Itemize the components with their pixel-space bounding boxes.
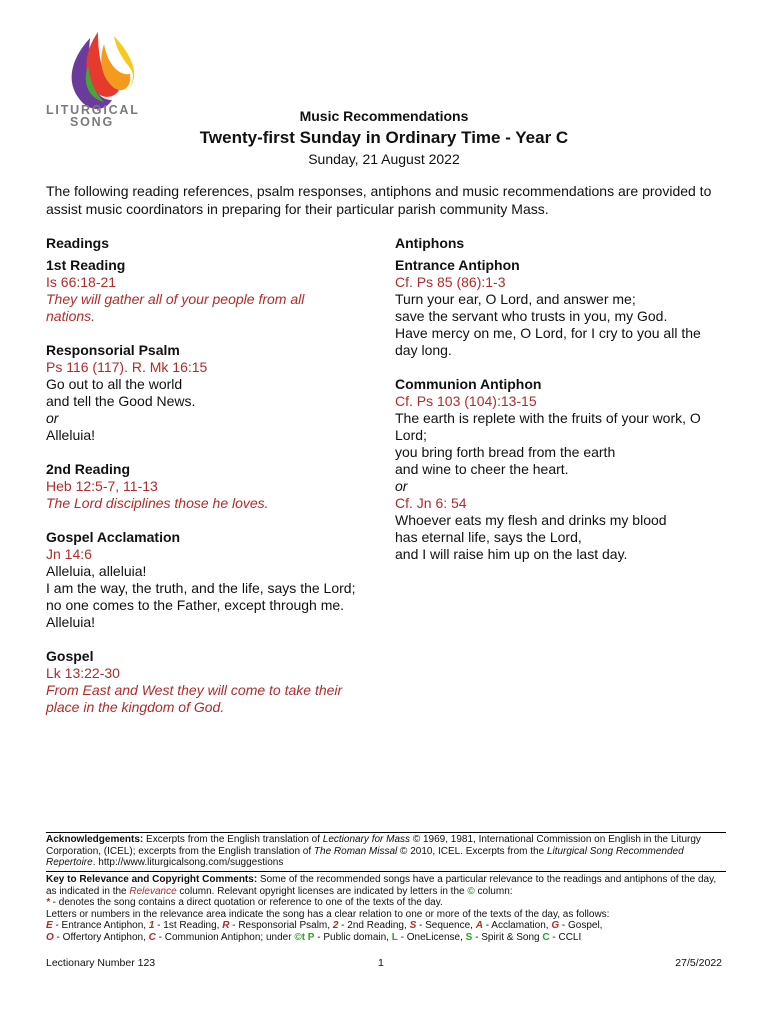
code-letter: G <box>551 920 560 931</box>
license-desc: - OneLicense, <box>397 931 466 943</box>
communion-antiphon <box>395 376 725 563</box>
code-letter: O <box>46 931 54 943</box>
code-desc: - 2nd Reading, <box>338 920 410 931</box>
psalm-title: Responsorial Psalm <box>46 342 180 358</box>
acclamation-line: no one comes to the Father, except through me. <box>46 597 345 613</box>
communion-ref2: Cf. Jn 6: 54 <box>395 495 467 511</box>
ack-label: Acknowledgements: <box>46 834 144 845</box>
code-letter: C <box>148 931 156 943</box>
ack-italic: Liturgical Song Recommended Repertoire <box>46 845 684 868</box>
psalm-line: Go out to all the world <box>46 376 183 392</box>
second-reading <box>46 461 356 512</box>
readings-heading: Readings <box>46 235 110 251</box>
communion-line: and wine to cheer the heart. <box>395 461 569 477</box>
ack-text: . http://www.liturgicalsong.com/suggestions <box>92 857 284 868</box>
license-letter: S <box>465 931 473 943</box>
page-title: Twenty-first Sunday in Ordinary Time - Year C <box>199 128 569 147</box>
entrance-title: Entrance Antiphon <box>395 257 520 273</box>
code-letter: A <box>475 920 483 931</box>
code-desc: - Offertory Antiphon, <box>53 931 149 943</box>
entrance-ref: Cf. Ps 85 (86):1-3 <box>395 274 506 290</box>
gospel-acclamation <box>46 529 356 631</box>
communion-line: and I will raise him up on the last day. <box>395 546 628 562</box>
psalm-line: and tell the Good News. <box>46 393 196 409</box>
intro-paragraph: The following reading references, psalm responses, antiphons and music recommendations are provided to assist music coordinators in preparing for their particular parish community Mass. <box>46 183 712 217</box>
communion-or: or <box>395 478 408 494</box>
key-codes-line2 <box>46 932 726 944</box>
antiphons-column <box>395 235 725 580</box>
ack-italic: Lectionary for Mass <box>322 834 411 845</box>
relevance-key <box>46 874 726 943</box>
entrance-line: Have mercy on me, O Lord, for I cry to you all the day long. <box>395 325 701 358</box>
code-desc: - Communion Antiphon; under <box>155 931 295 943</box>
page-number: 1 <box>378 957 384 969</box>
communion-line: has eternal life, says the Lord, <box>395 529 582 545</box>
first-reading-title: 1st Reading <box>46 257 126 273</box>
key-copyright-symbol: © <box>467 885 475 897</box>
communion-line: The earth is replete with the fruits of your work, O Lord; <box>395 410 701 443</box>
psalm-ref: Ps 116 (117). R. Mk 16:15 <box>46 359 208 375</box>
first-reading <box>46 257 356 325</box>
responsorial-psalm <box>46 342 356 444</box>
second-reading-text: The Lord disciplines those he loves. <box>46 495 269 511</box>
acclamation-ref: Jn 14:6 <box>46 546 92 562</box>
code-desc: - Sequence, <box>416 920 476 931</box>
code-letter: 2 <box>332 920 339 931</box>
psalm-or: or <box>46 410 59 426</box>
code-letter: 1 <box>148 920 155 931</box>
acknowledgements <box>46 832 726 872</box>
key-codes-line1 <box>46 920 726 932</box>
acclamation-line: Alleluia, alleluia! <box>46 563 147 579</box>
second-reading-ref: Heb 12:5-7, 11-13 <box>46 478 158 494</box>
gospel-ref: Lk 13:22-30 <box>46 665 120 681</box>
gospel-text: From East and West they will come to take their place in the kingdom of God. <box>46 682 343 715</box>
key-text: Some of the recommended songs have a particular relevance to the readings and antiphons of the day, as indicated in the <box>46 874 717 897</box>
acclamation-line: I am the way, the truth, and the life, says the Lord; <box>46 580 356 596</box>
license-desc: - Spirit & Song <box>472 931 543 943</box>
page-date: Sunday, 21 August 2022 <box>308 151 460 167</box>
lectionary-number: Lectionary Number 123 <box>46 957 156 969</box>
antiphons-heading: Antiphons <box>395 235 465 251</box>
ack-italic: The Roman Missal <box>313 845 398 857</box>
communion-line: you bring forth bread from the earth <box>395 444 616 460</box>
key-label: Key to Relevance and Copyright Comments: <box>46 874 258 885</box>
license-copyright-symbol: © <box>294 931 302 943</box>
code-letter: R <box>222 920 230 931</box>
footer-date: 27/5/2022 <box>675 957 722 969</box>
code-desc: - Responsorial Psalm, <box>229 920 333 931</box>
section-title: Music Recommendations <box>299 108 469 124</box>
first-reading-text: They will gather all of your people from all nations. <box>46 291 305 324</box>
key-star: * <box>46 897 50 908</box>
ack-text: Excerpts from the English translation of <box>143 834 323 845</box>
first-reading-ref: Is 66:18-21 <box>46 274 117 290</box>
license-desc: - Public domain, <box>314 931 392 943</box>
entrance-antiphon <box>395 257 725 359</box>
license-letter: L <box>391 931 398 943</box>
logo-line1: LITURGICAL <box>46 103 140 117</box>
psalm-line: Alleluia! <box>46 427 96 443</box>
communion-line: Whoever eats my flesh and drinks my blood <box>395 512 667 528</box>
entrance-line: save the servant who trusts in you, my God. <box>395 308 668 324</box>
gospel-title: Gospel <box>46 648 94 664</box>
gospel <box>46 648 356 716</box>
entrance-line: Turn your ear, O Lord, and answer me; <box>395 291 636 307</box>
license-letter: C <box>542 931 550 943</box>
communion-title: Communion Antiphon <box>395 376 542 392</box>
ack-text: © 2010, ICEL. Excerpts from the <box>397 845 547 857</box>
second-reading-title: 2nd Reading <box>46 461 131 477</box>
license-letter: t P <box>301 931 315 943</box>
key-intro <box>46 874 726 897</box>
ack-text: © 1969, 1981, International Commission on English in the Liturgy Corporation, (ICEL); excerpts from the English translation of <box>46 834 701 857</box>
acclamation-title: Gospel Acclamation <box>46 529 181 545</box>
code-desc: - 1st Reading, <box>154 920 223 931</box>
communion-ref: Cf. Ps 103 (104):13-15 <box>395 393 537 409</box>
code-letter: E <box>46 920 53 931</box>
key-text: column: <box>474 885 513 897</box>
readings-column <box>46 235 356 733</box>
license-desc: - CCLI <box>549 931 582 943</box>
key-text: Letters or numbers in the relevance area indicate the song has a clear relation to one or more of the texts of the day, as follows: <box>46 908 610 920</box>
key-text: column. Relevant opyright licenses are indicated by letters in the <box>176 885 468 897</box>
key-relevance: Relevance <box>129 885 177 897</box>
key-text: - denotes the song contains a direct quotation or reference to one of the texts of the day. <box>49 897 443 908</box>
code-desc: - Entrance Antiphon, <box>52 920 149 931</box>
logo-line2: SONG <box>69 115 114 129</box>
acclamation-line: Alleluia! <box>46 614 96 630</box>
code-desc: - Acclamation, <box>482 920 552 931</box>
code-desc: - Gospel, <box>559 920 603 931</box>
code-letter: S <box>409 920 417 931</box>
key-star-line <box>46 897 726 909</box>
